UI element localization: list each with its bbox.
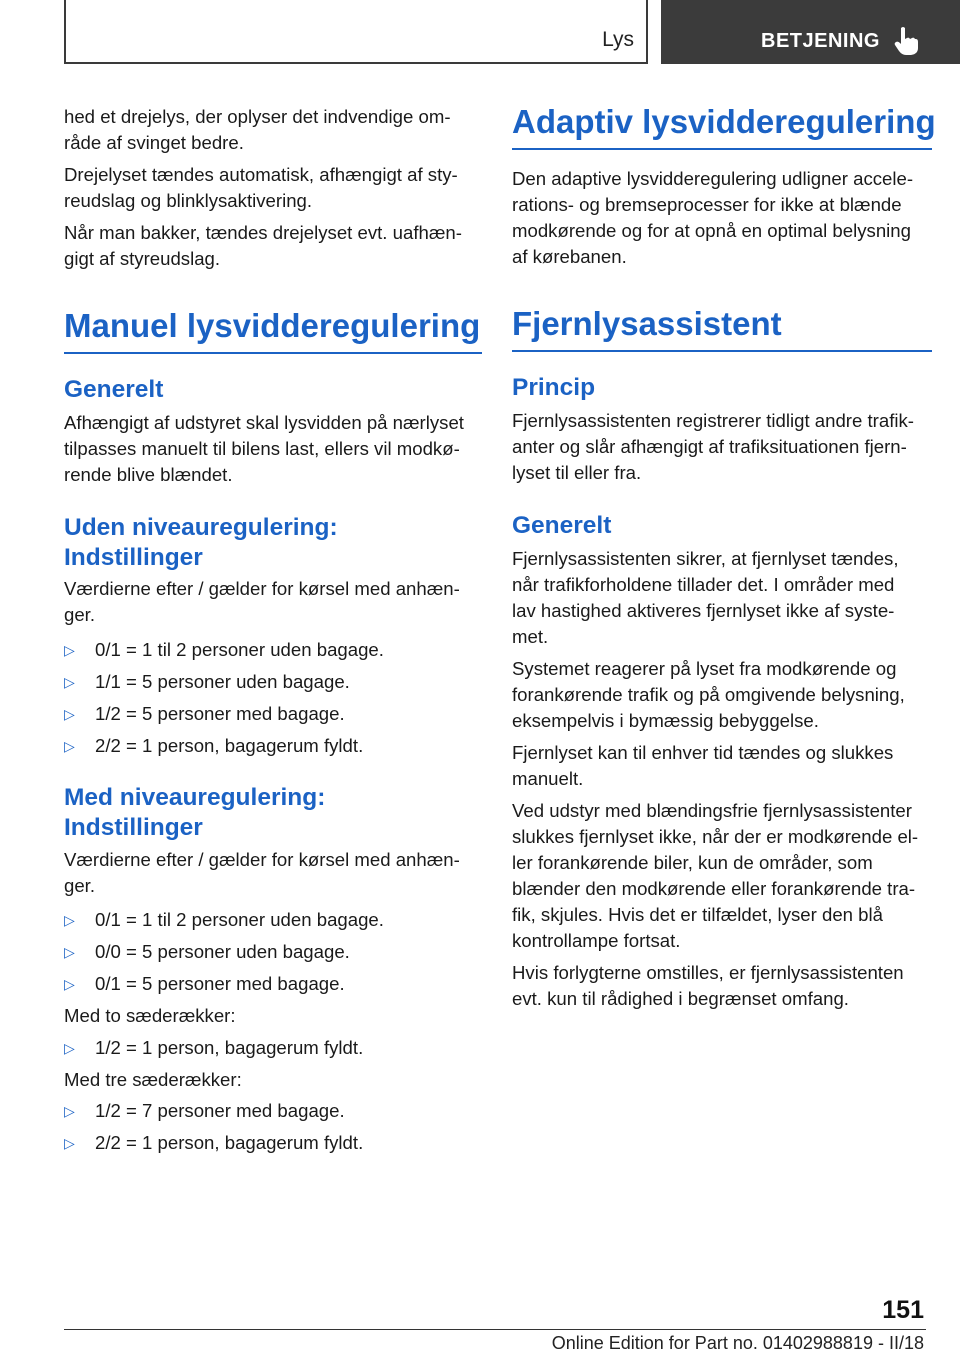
intro-paragraph-1: hed et drejelys, der oplyser det indvendige om- råde af svinget bedre. bbox=[64, 106, 451, 153]
general-high-beam-text bbox=[512, 546, 932, 1012]
header-chapter-tab bbox=[661, 0, 960, 64]
general-paragraph-2: Systemet reagerer på lyset fra modkørende og forankørende trafik og på omgivende belysning, eksempelvis i bymæssig bebyggelse. bbox=[512, 658, 905, 731]
bullet-triangle-icon: ▷ bbox=[64, 944, 75, 960]
adaptive-range-text: Den adaptive lysvidderegulering udligner accele- rations- og bremseprocesser for ikke at blænde modkørende og for at opnå en optimal belysning af kørebanen. bbox=[512, 168, 914, 267]
bullet-triangle-icon: ▷ bbox=[64, 738, 75, 754]
intro-paragraph-3: Når man bakker, tændes drejelyset evt. uafhæn- gigt af styreudslag. bbox=[64, 222, 462, 269]
two-rows-label: Med to sæderækker: bbox=[64, 1005, 236, 1026]
heading-general-high-beam: Generelt bbox=[512, 512, 612, 539]
pointing-hand-icon bbox=[894, 26, 920, 56]
footer-edition-text: Online Edition for Part no. 01402988819 - II/18 bbox=[551, 1333, 924, 1353]
intro-paragraph-2: Drejelyset tændes automatisk, afhængigt af sty- reudslag og blinklysaktivering. bbox=[64, 164, 458, 211]
heading-adaptive-range: Adaptiv lysvidderegulering bbox=[512, 102, 932, 150]
header-section-box bbox=[64, 0, 648, 64]
page-number: 151 bbox=[882, 1296, 924, 1324]
heading-without-leveling: Uden niveauregulering: Indstillinger bbox=[64, 514, 338, 571]
bullet-triangle-icon: ▷ bbox=[64, 1135, 75, 1151]
bullet-triangle-icon: ▷ bbox=[64, 706, 75, 722]
bullet-triangle-icon: ▷ bbox=[64, 674, 75, 690]
general-manual-text: Afhængigt af udstyret skal lysvidden på nærlyset tilpasses manuelt til bilens last, ellers vil modkø- rende blive blændet. bbox=[64, 412, 464, 485]
footer-divider bbox=[64, 1329, 926, 1330]
heading-with-leveling: Med niveauregulering: Indstillinger bbox=[64, 784, 326, 841]
general-paragraph-5: Hvis forlygterne omstilles, er fjernlysassistenten evt. kun til rådighed i begrænset omfang. bbox=[512, 962, 904, 1009]
bullet-triangle-icon: ▷ bbox=[64, 1103, 75, 1119]
header-chapter-title: BETJENING bbox=[761, 30, 880, 52]
bullet-triangle-icon: ▷ bbox=[64, 1040, 75, 1056]
header-section-title: Lys bbox=[602, 28, 634, 51]
heading-principle: Princip bbox=[512, 374, 596, 401]
heading-manual-range: Manuel lysvidderegulering bbox=[64, 306, 482, 354]
without-leveling-text: Værdierne efter / gælder for kørsel med anhæn- ger. bbox=[64, 578, 460, 625]
bullet-triangle-icon: ▷ bbox=[64, 912, 75, 928]
heading-high-beam-assistant: Fjernlysassistent bbox=[512, 304, 932, 352]
heading-general-manual: Generelt bbox=[64, 376, 164, 403]
with-leveling-text: Værdierne efter / gælder for kørsel med anhæn- ger. bbox=[64, 849, 460, 896]
three-rows-label: Med tre sæderækker: bbox=[64, 1069, 242, 1090]
general-paragraph-3: Fjernlyset kan til enhver tid tændes og slukkes manuelt. bbox=[512, 742, 894, 789]
general-paragraph-1: Fjernlysassistenten sikrer, at fjernlyset tændes, når trafikforholdene tillader det. I områder med lav hastighed aktiveres fjernlyset ikke af syste- met. bbox=[512, 548, 899, 647]
intro-text bbox=[64, 104, 482, 272]
general-paragraph-4: Ved udstyr med blændingsfrie fjernlysassistenter slukkes fjernlyset ikke, når der er modkørende el- ler forankørende biler, kun de områder, som blænder den modkørende eller forankørende tra- fik, skjules. Hvis det er tilfældet, lyser den blå kontrollampe fortsat. bbox=[512, 800, 919, 951]
bullet-triangle-icon: ▷ bbox=[64, 642, 75, 658]
principle-text: Fjernlysassistenten registrerer tidligt andre trafik- anter og slår afhængigt af trafiksituationen fjern- lyset til eller fra. bbox=[512, 410, 914, 483]
bullet-triangle-icon: ▷ bbox=[64, 976, 75, 992]
